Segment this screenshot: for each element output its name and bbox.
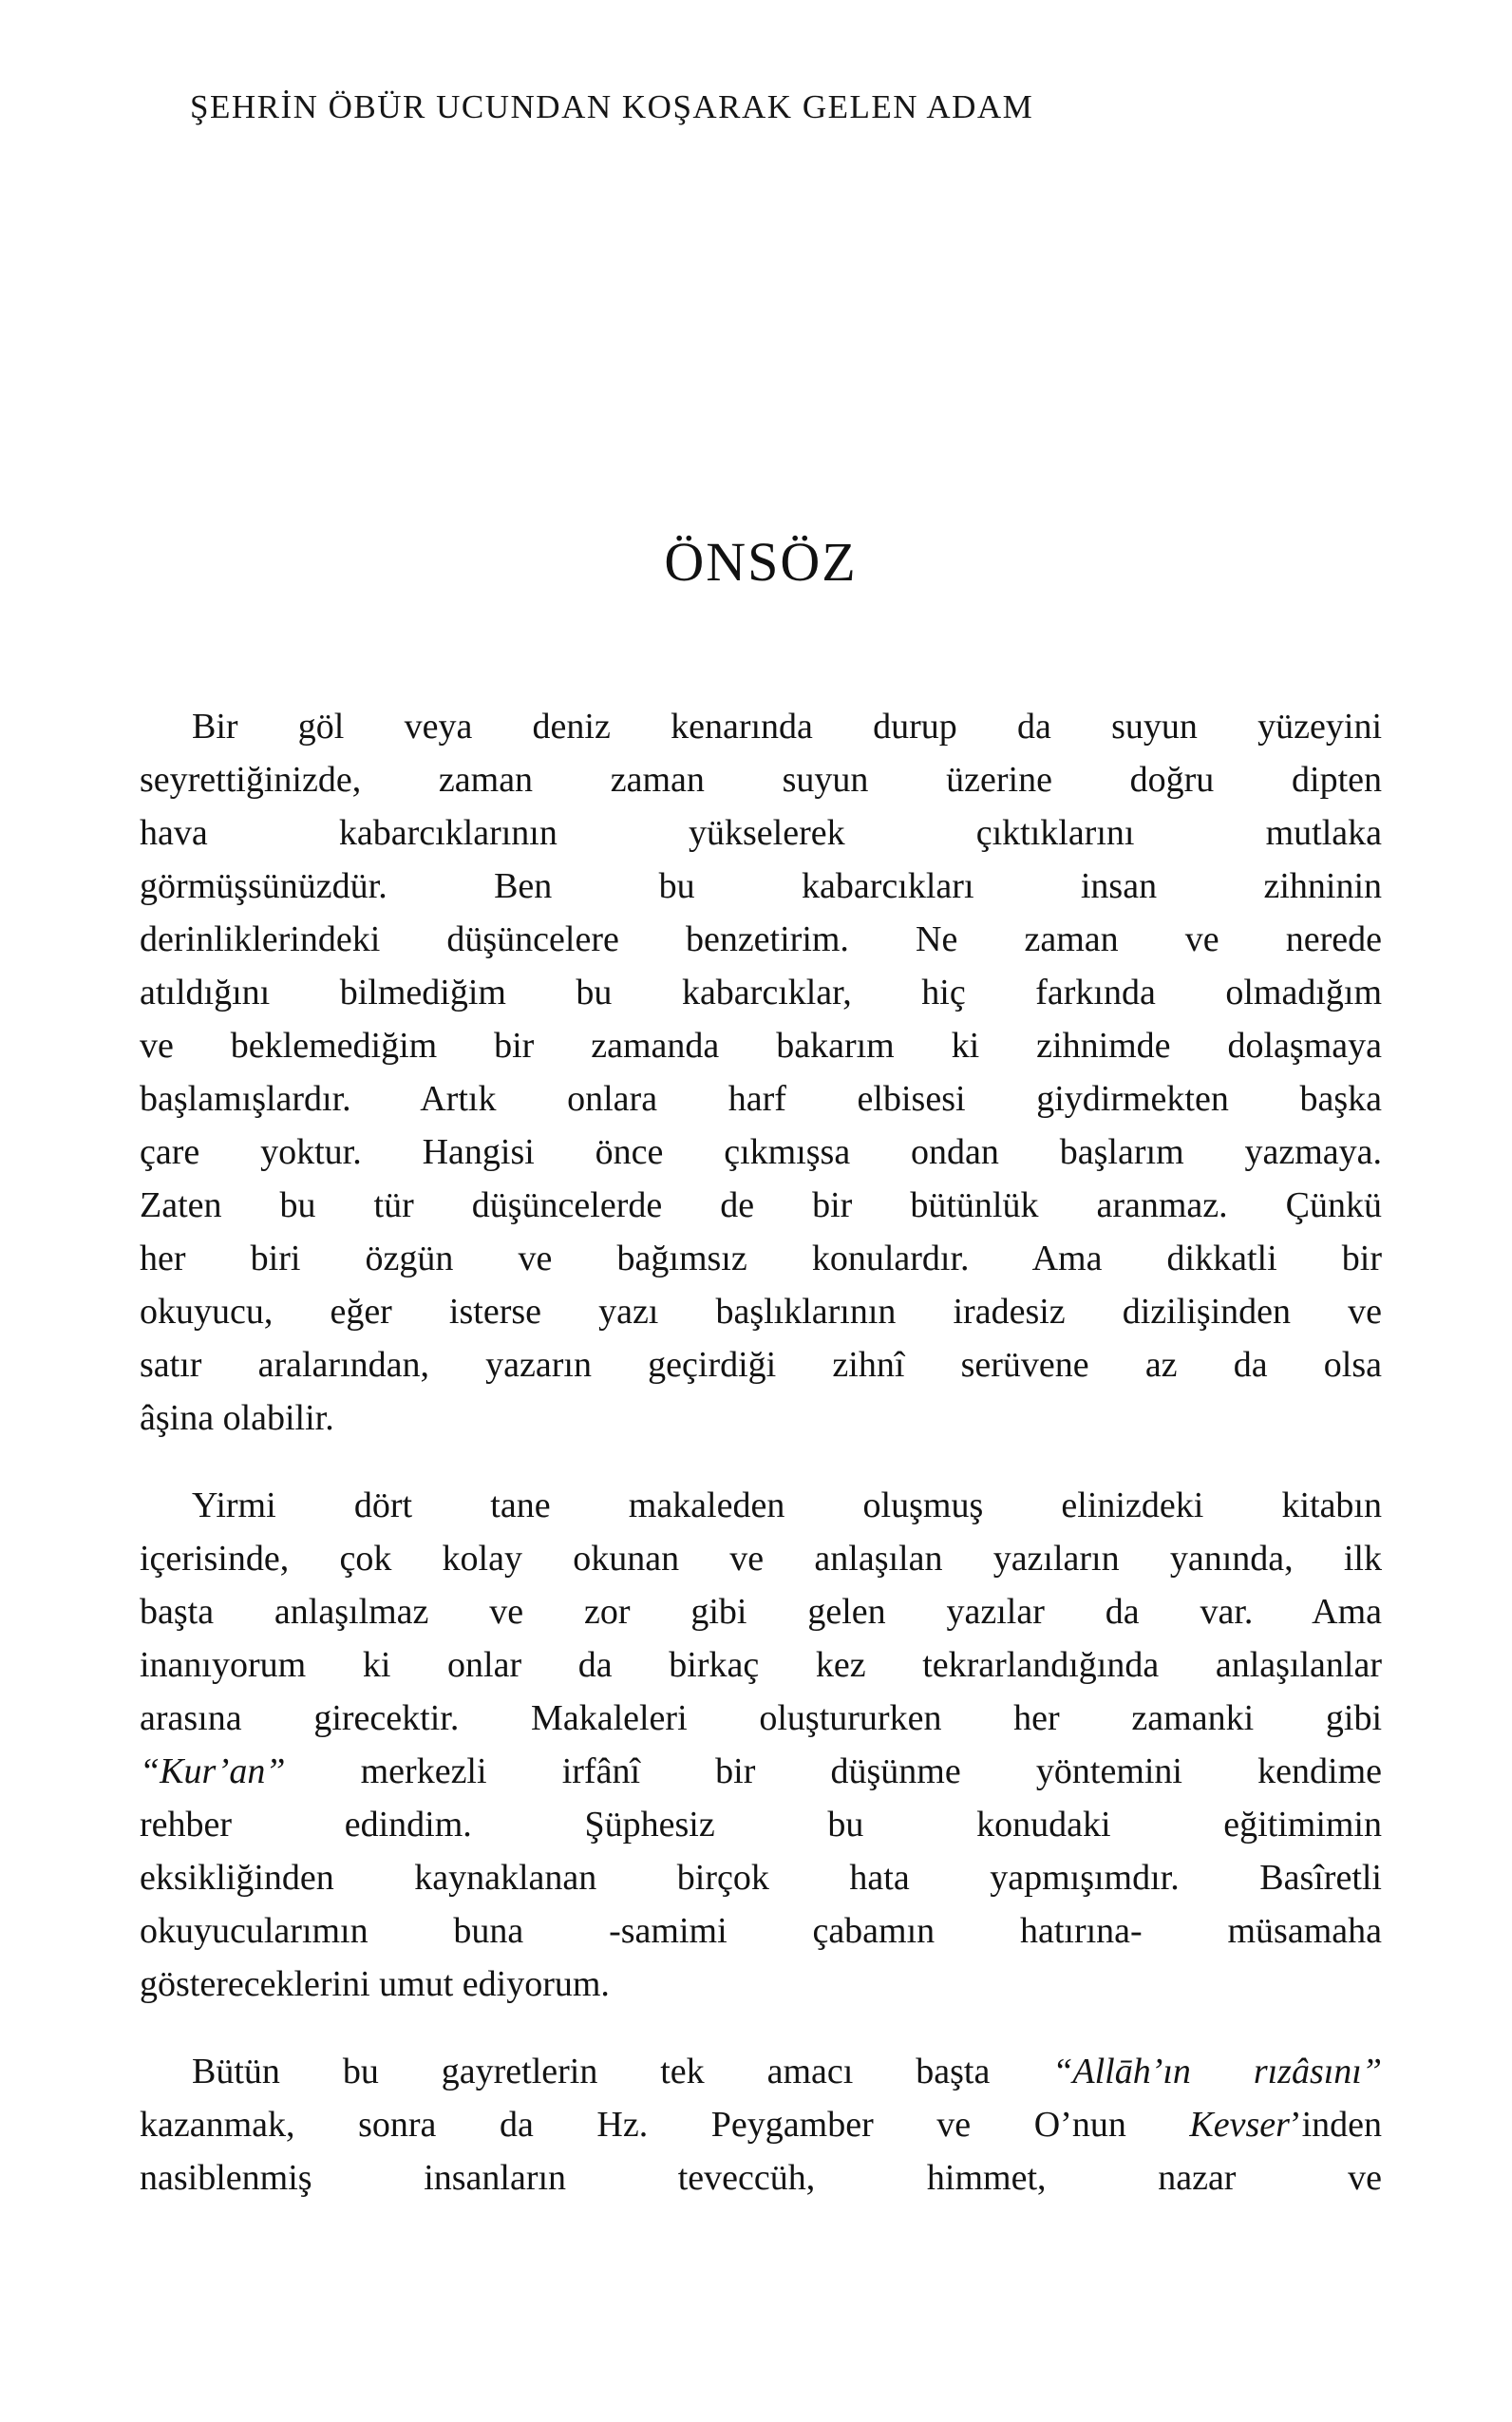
running-header: ŞEHRİN ÖBÜR UCUNDAN KOŞARAK GELEN ADAM [190,88,1034,125]
text-segment: arasına girecektir. Makaleleri oluştururken her zamanki gibi [140,1698,1382,1738]
italic-text-segment: “Kur’an” [140,1751,286,1791]
text-line [140,1391,1382,1445]
text-segment: rehber edindim. Şüphesiz bu konudaki eğitimimin [140,1805,1382,1845]
text-segment: ’inden [1289,2105,1382,2145]
text-line [140,1798,1382,1851]
text-line [140,2098,1382,2151]
text-line [140,860,1382,913]
text-line [140,1072,1382,1126]
text-segment: göstereceklerini umut ediyorum. [140,1964,610,2004]
text-segment: başlamışlardır. Artık onlara harf elbisesi giydirmekten başka [140,1079,1382,1119]
text-segment: ve beklemediğim bir zamanda bakarım ki zihnimde dolaşmaya [140,1026,1382,1066]
paragraph [140,700,1382,1445]
text-segment: çare yoktur. Hangisi önce çıkmışsa ondan başlarım yazmaya. [140,1132,1382,1172]
paragraph [140,2045,1382,2204]
text-segment: derinliklerindeki düşüncelere benzetirim. Ne zaman ve nerede [140,919,1382,959]
text-line [140,1745,1382,1798]
text-line [140,1285,1382,1338]
text-segment: atıldığını bilmediğim bu kabarcıklar, hiç farkında olmadığım [140,973,1382,1012]
chapter-title: ÖNSÖZ [664,531,858,593]
text-segment: kazanmak, sonra da Hz. Peygamber ve O’nun [140,2105,1190,2145]
text-segment: merkezli irfânî bir düşünme yöntemini kendime [285,1751,1382,1791]
text-segment: Zaten bu tür düşüncelerde de bir bütünlük aranmaz. Çünkü [140,1185,1382,1225]
text-line [140,1232,1382,1285]
text-line [140,753,1382,806]
text-segment: Bütün bu gayretlerin tek amacı başta [192,2052,1053,2091]
paragraph [140,1479,1382,2011]
text-line [140,2151,1382,2204]
text-segment: okuyucularımın buna -samimi çabamın hatırına- müsamaha [140,1911,1382,1951]
text-line [140,913,1382,966]
text-line [140,1958,1382,2011]
text-segment: görmüşsünüzdür. Ben bu kabarcıkları insan zihninin [140,866,1382,906]
text-segment: nasiblenmiş insanların teveccüh, himmet, nazar ve [140,2158,1382,2198]
text-line [140,1479,1382,1532]
text-line [140,1638,1382,1692]
text-segment: inanıyorum ki onlar da birkaç kez tekrarlandığında anlaşılanlar [140,1645,1382,1685]
text-line [140,1338,1382,1391]
text-line [140,700,1382,753]
text-line [140,1585,1382,1638]
text-segment: her biri özgün ve bağımsız konulardır. Ama dikkatli bir [140,1239,1382,1278]
text-segment: âşina olabilir. [140,1398,334,1438]
text-line [140,1126,1382,1179]
text-segment: hava kabarcıklarının yükselerek çıktıklarını mutlaka [140,813,1382,853]
text-line [140,1019,1382,1072]
text-segment: eksikliğinden kaynaklanan birçok hata yapmışımdır. Basîretli [140,1858,1382,1898]
text-line [140,806,1382,860]
italic-text-segment: Kevser [1189,2105,1290,2145]
text-line [140,1851,1382,1904]
text-line [140,1532,1382,1585]
text-line [140,966,1382,1019]
text-line [140,1179,1382,1232]
text-line [140,1692,1382,1745]
text-segment: seyrettiğinizde, zaman zaman suyun üzerine doğru dipten [140,760,1382,800]
text-segment: Bir göl veya deniz kenarında durup da suyun yüzeyini [192,707,1382,747]
text-segment: başta anlaşılmaz ve zor gibi gelen yazılar da var. Ama [140,1592,1382,1632]
text-segment: Yirmi dört tane makaleden oluşmuş elinizdeki kitabın [192,1485,1382,1525]
text-segment: satır aralarından, yazarın geçirdiği zihnî serüvene az da olsa [140,1345,1382,1385]
text-segment: içerisinde, çok kolay okunan ve anlaşılan yazıların yanında, ilk [140,1539,1382,1579]
text-segment: okuyucu, eğer isterse yazı başlıklarının iradesiz dizilişinden ve [140,1292,1382,1332]
italic-text-segment: “Allāh’ın rızâsını” [1052,2052,1382,2091]
body-text [140,700,1382,2204]
text-line [140,2045,1382,2098]
text-line [140,1904,1382,1958]
